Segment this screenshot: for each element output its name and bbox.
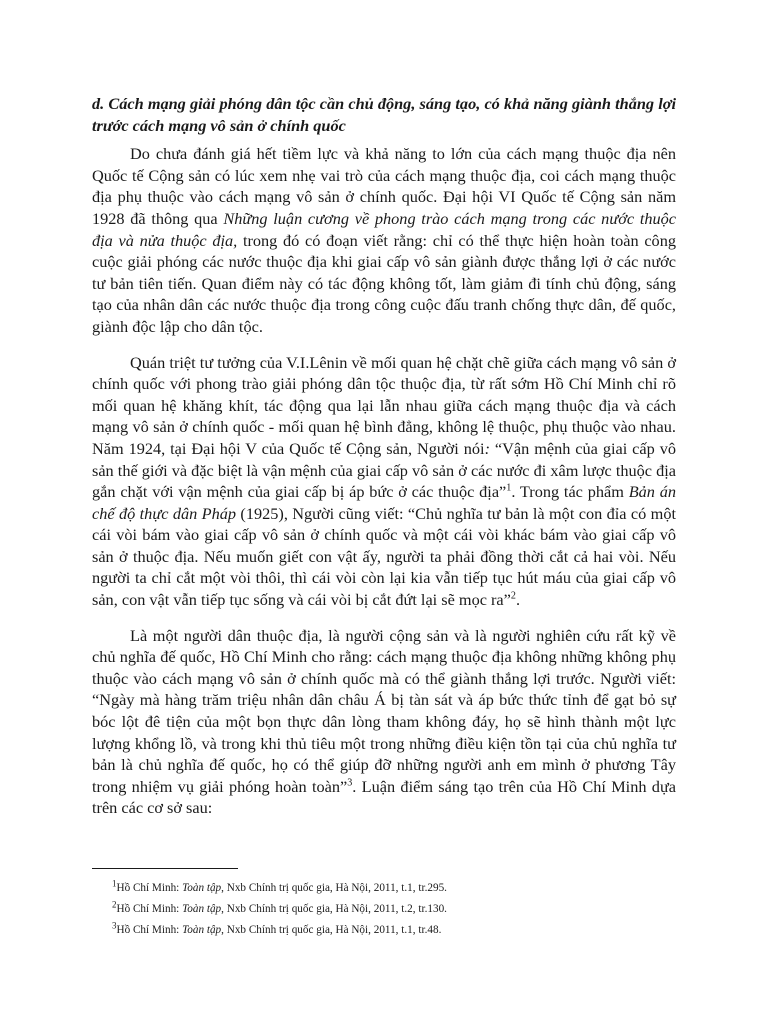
paragraph-3 <box>92 625 676 819</box>
paragraph-2-colon: : <box>484 438 490 458</box>
footnote-ref-1: 1 <box>506 482 512 494</box>
footnote-1-rest: , Nxb Chính trị quốc gia, Hà Nội, 2011, t.1, tr.295. <box>221 882 447 894</box>
footnotes <box>112 878 672 941</box>
footnote-ref-2: 2 <box>510 590 516 602</box>
footnote-2-rest: , Nxb Chính trị quốc gia, Hà Nội, 2011, t.2, tr.130. <box>221 903 447 915</box>
paragraph-1-italic-title: Những luận cương về phong trào cách mạng trong các nước thuộc địa và nửa thuộc địa, <box>92 208 677 250</box>
footnote-1-mark: 1 <box>112 878 117 889</box>
paragraph-1 <box>92 143 676 337</box>
paragraph-2-italic-title: Bản án chế độ thực dân Pháp <box>92 482 677 523</box>
footnote-3 <box>112 920 672 941</box>
paragraph-2-text-c: (1925), Người cũng viết: “Chủ nghĩa tư bản là một con đỉa có một cái vòi bám vào giai cấp vô sản ở chính quốc và một cái vòi khác bám vào giai cấp vô sản ở thuộc địa. Nếu muốn giết con vật ấy, người ta phải đồng thời cắt cả hai vòi. Nếu người ta chỉ cắt một vòi thôi, thì cái vòi còn lại kia vẫn tiếp tục hút máu của giai cấp vô sản, con vật vẫn tiếp tục sống và cái vòi bị cắt đứt lại sẽ mọc ra” <box>92 503 677 610</box>
footnote-2-author: Hồ Chí Minh: <box>116 903 183 915</box>
footnote-separator <box>92 868 238 869</box>
paragraph-3-text-b: . Luận điểm sáng tạo trên của Hồ Chí Minh dựa trên các cơ sở sau: <box>92 776 676 818</box>
footnote-2-mark: 2 <box>112 899 117 910</box>
paragraph-1-text-b: trong đó có đoạn viết rằng: chỉ có thể thực hiện hoàn toàn công cuộc giải phóng các nước thuộc địa khi giai cấp vô sản giành được thắng lợi ở các nước tư bản tiên tiến. Quan điểm này có tác động không tốt, làm giảm đi tính chủ động, sáng tạo của nhân dân các nước thuộc địa trong công cuộc đấu tranh chống thực dân, đế quốc, giành độc lập cho dân tộc. <box>92 230 676 336</box>
footnote-3-rest: , Nxb Chính trị quốc gia, Hà Nội, 2011, t.1, tr.48. <box>221 924 442 936</box>
footnote-1-title: Toàn tập <box>182 882 222 894</box>
document-body <box>92 93 676 819</box>
paragraph-1-text-a: Do chưa đánh giá hết tiềm lực và khả năng to lớn của cách mạng thuộc địa nên Quốc tế Cộng sản có lúc xem nhẹ vai trò của cách mạng thuộc địa, coi cách mạng thuộc địa phụ thuộc vào cách mạng vô sản ở chính quốc. Đại hội VI Quốc tế Cộng sản năm 1928 đã thông qua <box>92 144 676 228</box>
footnote-3-mark: 3 <box>112 920 117 931</box>
footnote-3-author: Hồ Chí Minh: <box>116 924 183 936</box>
paragraph-3-text-a: Là một người dân thuộc địa, là người cộng sản và là người nghiên cứu rất kỹ về chủ nghĩa đế quốc, Hồ Chí Minh cho rằng: cách mạng thuộc địa không những không phụ thuộc vào cách mạng vô sản ở chính quốc mà có thể giành thắng lợi trước. Người viết: “Ngày mà hàng trăm triệu nhân dân châu Á bị tàn sát và áp bức thức tỉnh để gạt bỏ sự bóc lột đê tiện của một bọn thực dân lòng tham không đáy, họ sẽ hình thành một lực lượng khổng lồ, và trong khi thủ tiêu một trong những điều kiện tồn tại của chủ nghĩa tư bản là chủ nghĩa đế quốc, họ có thể giúp đỡ những người anh em mình ở phương Tây trong nhiệm vụ giải phóng hoàn toàn” <box>92 625 676 796</box>
footnote-3-title: Toàn tập <box>182 924 222 936</box>
footnote-2 <box>112 899 672 920</box>
paragraph-2-text-a: Quán triệt tư tưởng của V.I.Lênin về mối quan hệ chặt chẽ giữa cách mạng vô sản ở chính quốc với phong trào giải phóng dân tộc thuộc địa, từ rất sớm Hồ Chí Minh chỉ rõ mối quan hệ khăng khít, tác động qua lại lẫn nhau giữa cách mạng thuộc địa và cách mạng vô sản ở chính quốc - mối quan hệ bình đẳng, không lệ thuộc, phụ thuộc vào nhau. Năm 1924, tại Đại hội V của Quốc tế Cộng sản, Người nói <box>92 352 676 458</box>
paragraph-2-text-d: . <box>515 590 521 610</box>
paragraph-2-text-b: . Trong tác phẩm <box>511 482 629 502</box>
paragraph-2 <box>92 352 676 611</box>
section-heading: d. Cách mạng giải phóng dân tộc cần chủ động, sáng tạo, có khả năng giành thắng lợi trước cách mạng vô sản ở chính quốc <box>92 94 676 135</box>
paragraph-2-quote-1: “Vận mệnh của giai cấp vô sản thế giới và đặc biệt là vận mệnh của giai cấp vô sản ở các nước đi xâm lược thuộc địa gắn chặt với vận mệnh của giai cấp bị áp bức ở các thuộc địa” <box>92 438 676 502</box>
footnote-ref-3: 3 <box>347 777 353 789</box>
footnote-2-title: Toàn tập <box>182 903 222 915</box>
footnote-1-author: Hồ Chí Minh: <box>116 882 183 894</box>
footnote-1 <box>112 878 672 899</box>
